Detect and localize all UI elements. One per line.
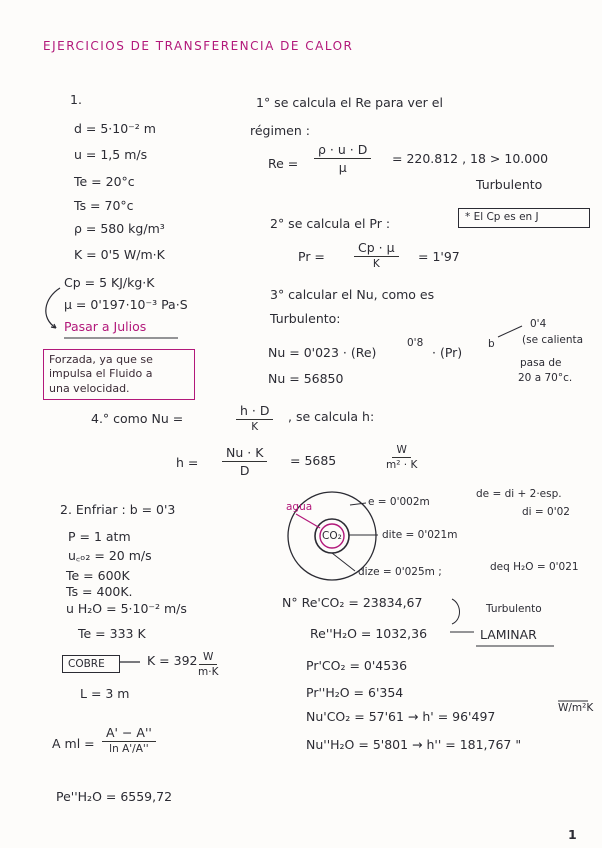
h-unit-numerator: W xyxy=(392,444,410,458)
ex1-data-k: K = 0'5 W/m·K xyxy=(74,247,165,262)
laminar-label: LAMINAR xyxy=(480,627,537,642)
h-unit-label: W/m²K xyxy=(558,702,594,714)
peclet-water: Pe''H₂O = 6559,72 xyxy=(56,789,173,804)
diagram-thickness: e = 0'002m xyxy=(368,496,430,508)
k-cobre: K = 392 xyxy=(147,653,198,668)
h-denominator: D xyxy=(239,463,250,478)
ex2-data-uh2o: u H₂O = 5·10⁻² m/s xyxy=(66,601,187,616)
h-lhs: h = xyxy=(176,455,199,470)
result-re-h2o: Re''H₂O = 1032,36 xyxy=(310,626,428,641)
step4-text: 4.° como Nu = xyxy=(91,411,184,426)
ex1-data-rho: ρ = 580 kg/m³ xyxy=(74,221,165,236)
ex2-data-te: Te = 600K xyxy=(66,568,130,583)
diagram-dize: dize = 0'025m ; xyxy=(358,566,442,578)
nu-note: pasa de xyxy=(520,357,562,369)
step2-text: 2° se calcula el Pr : xyxy=(270,216,391,231)
ex1-data-te: Te = 20°c xyxy=(74,174,135,189)
re-lhs: Re = xyxy=(268,156,299,171)
ex1-data-ts: Ts = 70°c xyxy=(74,198,134,213)
diagram-deq: deq H₂O = 0'021 xyxy=(490,561,579,573)
nu-pr-term: · (Pr) xyxy=(432,345,463,360)
forced-note-line: una velocidad. xyxy=(49,381,130,395)
diagram-dite: dite = 0'021m xyxy=(382,529,458,541)
diagram-di: di = 0'02 xyxy=(522,506,570,518)
step4-denominator: K xyxy=(251,421,259,433)
ex2-data-ts: Ts = 400K. xyxy=(66,584,133,599)
step3-text: 3° calcular el Nu, como es xyxy=(270,287,435,302)
exercise-1-label: 1. xyxy=(70,92,82,107)
forced-note-line: impulsa el Fluido a xyxy=(49,367,153,381)
nu-formula: Nu = 0'023 · (Re) xyxy=(268,345,377,360)
step1-text-2: régimen : xyxy=(250,123,310,138)
ex1-data-d: d = 5·10⁻² m xyxy=(74,121,156,136)
nu-exponent: 0'8 xyxy=(407,337,424,349)
step4-numerator: h · D xyxy=(236,403,273,420)
result-pr-h2o: Pr''H₂O = 6'354 xyxy=(306,685,404,700)
nu-result: Nu = 56850 xyxy=(268,371,344,386)
cp-note: * El Cp es en J xyxy=(465,211,539,223)
pr-lhs: Pr = xyxy=(298,249,325,264)
diagram-agua-label: agua xyxy=(286,501,313,513)
forced-note-line: Forzada, ya que se xyxy=(49,353,153,366)
pr-numerator: Cp · μ xyxy=(354,240,399,257)
ex1-data-cp: Cp = 5 KJ/kg·K xyxy=(64,275,155,290)
diagram-de: de = di + 2·esp. xyxy=(476,488,562,500)
ex1-data-u: u = 1,5 m/s xyxy=(74,147,148,162)
h-unit-denominator: m² · K xyxy=(386,459,418,471)
ex2-data-uco2: u꜀ₒ₂ = 20 m/s xyxy=(68,548,152,563)
ex2-data-te-water: Te = 333 K xyxy=(78,626,146,641)
re-numerator: ρ · u · D xyxy=(314,142,371,159)
turbulento-label: Turbulento xyxy=(486,603,542,615)
re-denominator: μ xyxy=(338,160,347,175)
k-unit-numerator: W xyxy=(199,651,217,665)
nu-note: 20 a 70°c. xyxy=(518,372,573,384)
ex1-data-mu: μ = 0'197·10⁻³ Pa·S xyxy=(64,297,188,312)
result-nu-co2: Nu'CO₂ = 57'61 → h' = 96'497 xyxy=(306,709,496,724)
page-title: EJERCICIOS DE TRANSFERENCIA DE CALOR xyxy=(43,39,354,53)
step3-text-2: Turbulento: xyxy=(270,311,341,326)
pr-denominator: K xyxy=(372,258,380,270)
page-number: 1 xyxy=(568,827,577,842)
tube-length: L = 3 m xyxy=(80,686,130,701)
ex2-data-p: P = 1 atm xyxy=(68,529,131,544)
step1-text: 1° se calcula el Re para ver el xyxy=(256,95,443,110)
nu-note: (se calienta xyxy=(522,334,584,346)
result-pr-co2: Pr'CO₂ = 0'4536 xyxy=(306,658,408,673)
diagram-co2-label: CO₂ xyxy=(322,530,342,542)
re-result: = 220.812 , 18 > 10.000 xyxy=(392,151,549,166)
aml-denominator: ln A'/A'' xyxy=(109,743,149,755)
k-unit-denominator: m·K xyxy=(198,666,219,678)
result-re-co2: N° Re'CO₂ = 23834,67 xyxy=(282,595,423,610)
result-nu-h2o: Nu''H₂O = 5'801 → h'' = 181,767 " xyxy=(306,737,522,752)
b-value: 0'4 xyxy=(530,318,547,330)
h-numerator: Nu · K xyxy=(222,445,267,462)
aml-lhs: A ml = xyxy=(52,736,95,751)
h-result: = 5685 xyxy=(290,453,337,468)
pasar-a-julios-note: Pasar a Julios xyxy=(64,319,147,334)
step4-suffix: , se calcula h: xyxy=(288,409,375,424)
nu-b-exponent: b xyxy=(488,338,495,350)
cobre-label: COBRE xyxy=(68,658,105,670)
re-regime: Turbulento xyxy=(476,177,543,192)
pr-result: = 1'97 xyxy=(418,249,460,264)
exercise-2-label: 2. Enfriar : b = 0'3 xyxy=(60,502,176,517)
aml-numerator: A' − A'' xyxy=(102,725,156,742)
